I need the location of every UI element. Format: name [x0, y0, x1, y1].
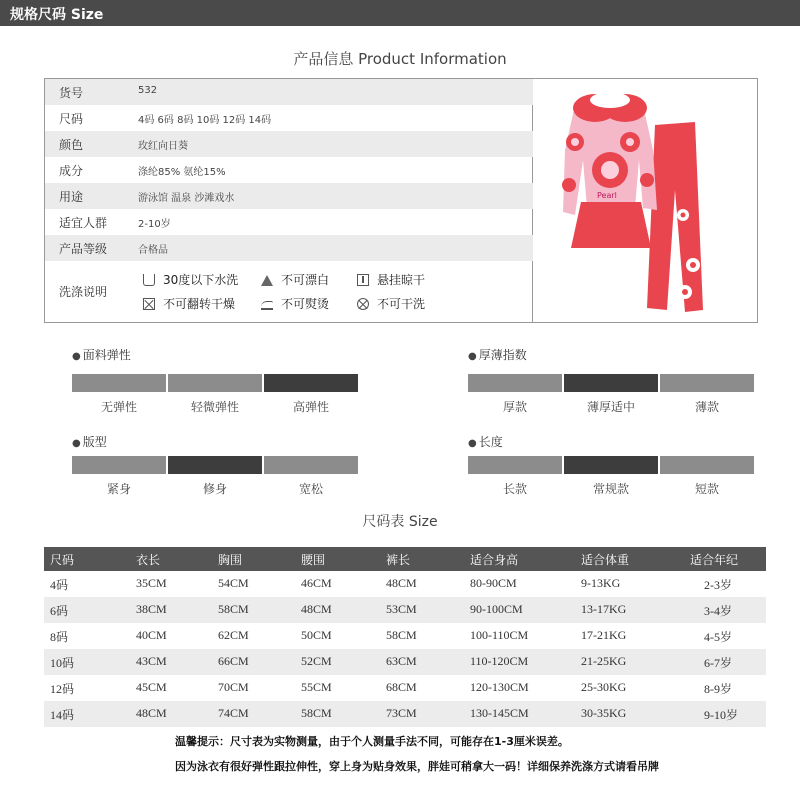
table-cell: 74CM — [218, 706, 249, 720]
table-cell: 52CM — [301, 654, 332, 668]
product-info-title: 产品信息 Product Information — [293, 50, 507, 68]
table-cell: 2-3岁 — [704, 578, 732, 592]
attr-segment-selected — [564, 374, 658, 392]
garment-print-text: Pearl — [597, 191, 617, 200]
info-value: 4码 6码 8码 10码 12码 14码 — [138, 115, 272, 126]
attr-label: 高弹性 — [292, 400, 329, 414]
table-row — [44, 623, 766, 649]
table-cell: 30-35KG — [581, 706, 627, 720]
product-info-box — [44, 78, 758, 323]
table-cell: 14码 — [50, 708, 75, 722]
wash-instruction: 不可翻转干燥 — [143, 295, 235, 312]
no-tumble-dry-icon — [143, 298, 155, 310]
header-bar — [0, 0, 800, 26]
column-header: 尺码 — [50, 553, 75, 567]
info-label: 产品等级 — [59, 242, 108, 256]
attr-title: ● 面料弹性 — [72, 346, 131, 363]
column-header: 胸围 — [218, 553, 243, 567]
table-cell: 120-130CM — [470, 680, 529, 694]
table-cell: 80-90CM — [470, 576, 517, 590]
table-cell: 40CM — [136, 628, 167, 642]
attr-label: 厚款 — [502, 400, 527, 414]
table-cell: 66CM — [218, 654, 249, 668]
column-header: 衣长 — [136, 553, 161, 567]
info-value: 游泳馆 温泉 沙滩戏水 — [138, 193, 235, 204]
attr-label: 紧身 — [106, 482, 131, 496]
info-value: 532 — [138, 85, 158, 96]
table-cell: 55CM — [301, 680, 332, 694]
attr-bar-thickness — [468, 374, 754, 392]
wash-instruction: 30度以下水洗 — [143, 271, 238, 288]
attr-label: 长款 — [502, 482, 527, 496]
info-label: 尺码 — [59, 112, 84, 126]
product-image — [535, 80, 757, 321]
table-cell: 48CM — [136, 706, 167, 720]
note-measurement: 温馨提示：尺寸表为实物测量，由于个人测量手法不同，可能存在1-3厘米误差。 — [175, 735, 569, 748]
attr-segment — [660, 374, 754, 392]
table-cell: 48CM — [301, 602, 332, 616]
table-cell: 90-100CM — [470, 602, 523, 616]
wash-instruction: 不可熨烫 — [261, 295, 329, 312]
table-cell: 50CM — [301, 628, 332, 642]
table-cell: 4码 — [50, 578, 69, 592]
attr-segment-selected — [564, 456, 658, 474]
table-cell: 17-21KG — [581, 628, 627, 642]
table-row — [44, 597, 766, 623]
column-header: 适合体重 — [581, 553, 630, 567]
attr-segment — [264, 456, 358, 474]
table-cell: 10码 — [50, 656, 75, 670]
table-cell: 6码 — [50, 604, 69, 618]
attr-label: 修身 — [202, 482, 227, 496]
info-label: 货号 — [59, 86, 84, 100]
table-cell: 12码 — [50, 682, 75, 696]
wash-instruction: 悬挂晾干 — [357, 271, 425, 288]
table-cell: 48CM — [386, 576, 417, 590]
attr-label: 薄厚适中 — [586, 400, 635, 414]
attr-segment — [468, 456, 562, 474]
attr-bar-length — [468, 456, 754, 474]
table-row — [44, 701, 766, 727]
no-iron-icon — [261, 301, 273, 310]
no-dry-clean-icon — [357, 298, 369, 310]
info-row — [45, 209, 533, 235]
table-cell: 3-4岁 — [704, 604, 732, 618]
header-title: 规格尺码 Size — [10, 7, 104, 23]
info-label: 颜色 — [59, 138, 84, 152]
table-cell: 58CM — [301, 706, 332, 720]
attr-segment — [72, 374, 166, 392]
table-cell: 9-13KG — [581, 576, 621, 590]
table-cell: 100-110CM — [470, 628, 529, 642]
table-row — [44, 571, 766, 597]
table-cell: 43CM — [136, 654, 167, 668]
table-cell: 35CM — [136, 576, 167, 590]
info-row — [45, 79, 533, 105]
attr-segment — [168, 374, 262, 392]
size-table-header — [44, 547, 766, 571]
column-header: 适合年纪 — [690, 553, 739, 567]
attr-bar-elasticity — [72, 374, 358, 392]
attr-segment — [72, 456, 166, 474]
attr-label: 轻微弹性 — [190, 400, 239, 414]
info-value: 2-10岁 — [138, 219, 171, 230]
column-header: 适合身高 — [470, 553, 519, 567]
info-row — [45, 157, 533, 183]
info-label: 适宜人群 — [59, 216, 108, 230]
wash-row — [45, 261, 533, 322]
wash-instruction: 不可干洗 — [357, 295, 425, 312]
table-cell: 130-145CM — [470, 706, 529, 720]
table-cell: 25-30KG — [581, 680, 627, 694]
table-cell: 62CM — [218, 628, 249, 642]
wash-instruction: 不可漂白 — [261, 271, 329, 288]
attr-segment — [660, 456, 754, 474]
table-cell: 13-17KG — [581, 602, 627, 616]
info-row — [45, 235, 533, 261]
info-value: 合格品 — [138, 245, 168, 256]
table-cell: 8码 — [50, 630, 69, 644]
attr-title: ● 版型 — [72, 433, 107, 450]
table-cell: 63CM — [386, 654, 417, 668]
attr-label: 常规款 — [592, 482, 629, 496]
info-value: 玫红向日葵 — [138, 141, 188, 152]
attr-title: ● 厚薄指数 — [468, 346, 527, 363]
table-cell: 45CM — [136, 680, 167, 694]
table-cell: 58CM — [386, 628, 417, 642]
info-label: 用途 — [59, 190, 84, 204]
no-bleach-icon — [261, 275, 273, 286]
table-cell: 54CM — [218, 576, 249, 590]
table-cell: 73CM — [386, 706, 417, 720]
table-row — [44, 675, 766, 701]
info-row — [45, 183, 533, 209]
table-row — [44, 649, 766, 675]
attr-label: 无弹性 — [100, 400, 137, 414]
info-label: 成分 — [59, 164, 84, 178]
column-header: 裤长 — [386, 553, 411, 567]
attr-segment-selected — [168, 456, 262, 474]
table-cell: 70CM — [218, 680, 249, 694]
attr-label: 短款 — [694, 482, 719, 496]
attr-title: ● 长度 — [468, 433, 503, 450]
column-header: 腰围 — [301, 553, 326, 567]
table-cell: 38CM — [136, 602, 167, 616]
table-cell: 6-7岁 — [704, 656, 732, 670]
product-info-table — [45, 79, 533, 322]
note-elasticity: 因为泳衣有很好弹性跟拉伸性，穿上身为贴身效果，胖娃可稍拿大一码！详细保养洗涤方式请看吊牌 — [175, 760, 659, 773]
attr-segment-selected — [264, 374, 358, 392]
table-cell: 110-120CM — [470, 654, 529, 668]
info-row — [45, 105, 533, 131]
table-cell: 68CM — [386, 680, 417, 694]
table-cell: 8-9岁 — [704, 682, 732, 696]
size-table-title: 尺码表 Size — [362, 514, 438, 530]
table-cell: 4-5岁 — [704, 630, 732, 644]
table-cell: 21-25KG — [581, 654, 627, 668]
table-cell: 58CM — [218, 602, 249, 616]
attr-bar-fit — [72, 456, 358, 474]
info-value: 涤纶85% 氨纶15% — [138, 167, 226, 178]
table-cell: 9-10岁 — [704, 708, 738, 722]
attr-label: 宽松 — [298, 482, 323, 496]
attr-segment — [468, 374, 562, 392]
hang-dry-icon — [357, 274, 369, 286]
info-row — [45, 131, 533, 157]
table-cell: 46CM — [301, 576, 332, 590]
attr-label: 薄款 — [694, 400, 719, 414]
wash-30-icon — [143, 274, 155, 286]
wash-label: 洗涤说明 — [59, 285, 108, 299]
table-cell: 53CM — [386, 602, 417, 616]
